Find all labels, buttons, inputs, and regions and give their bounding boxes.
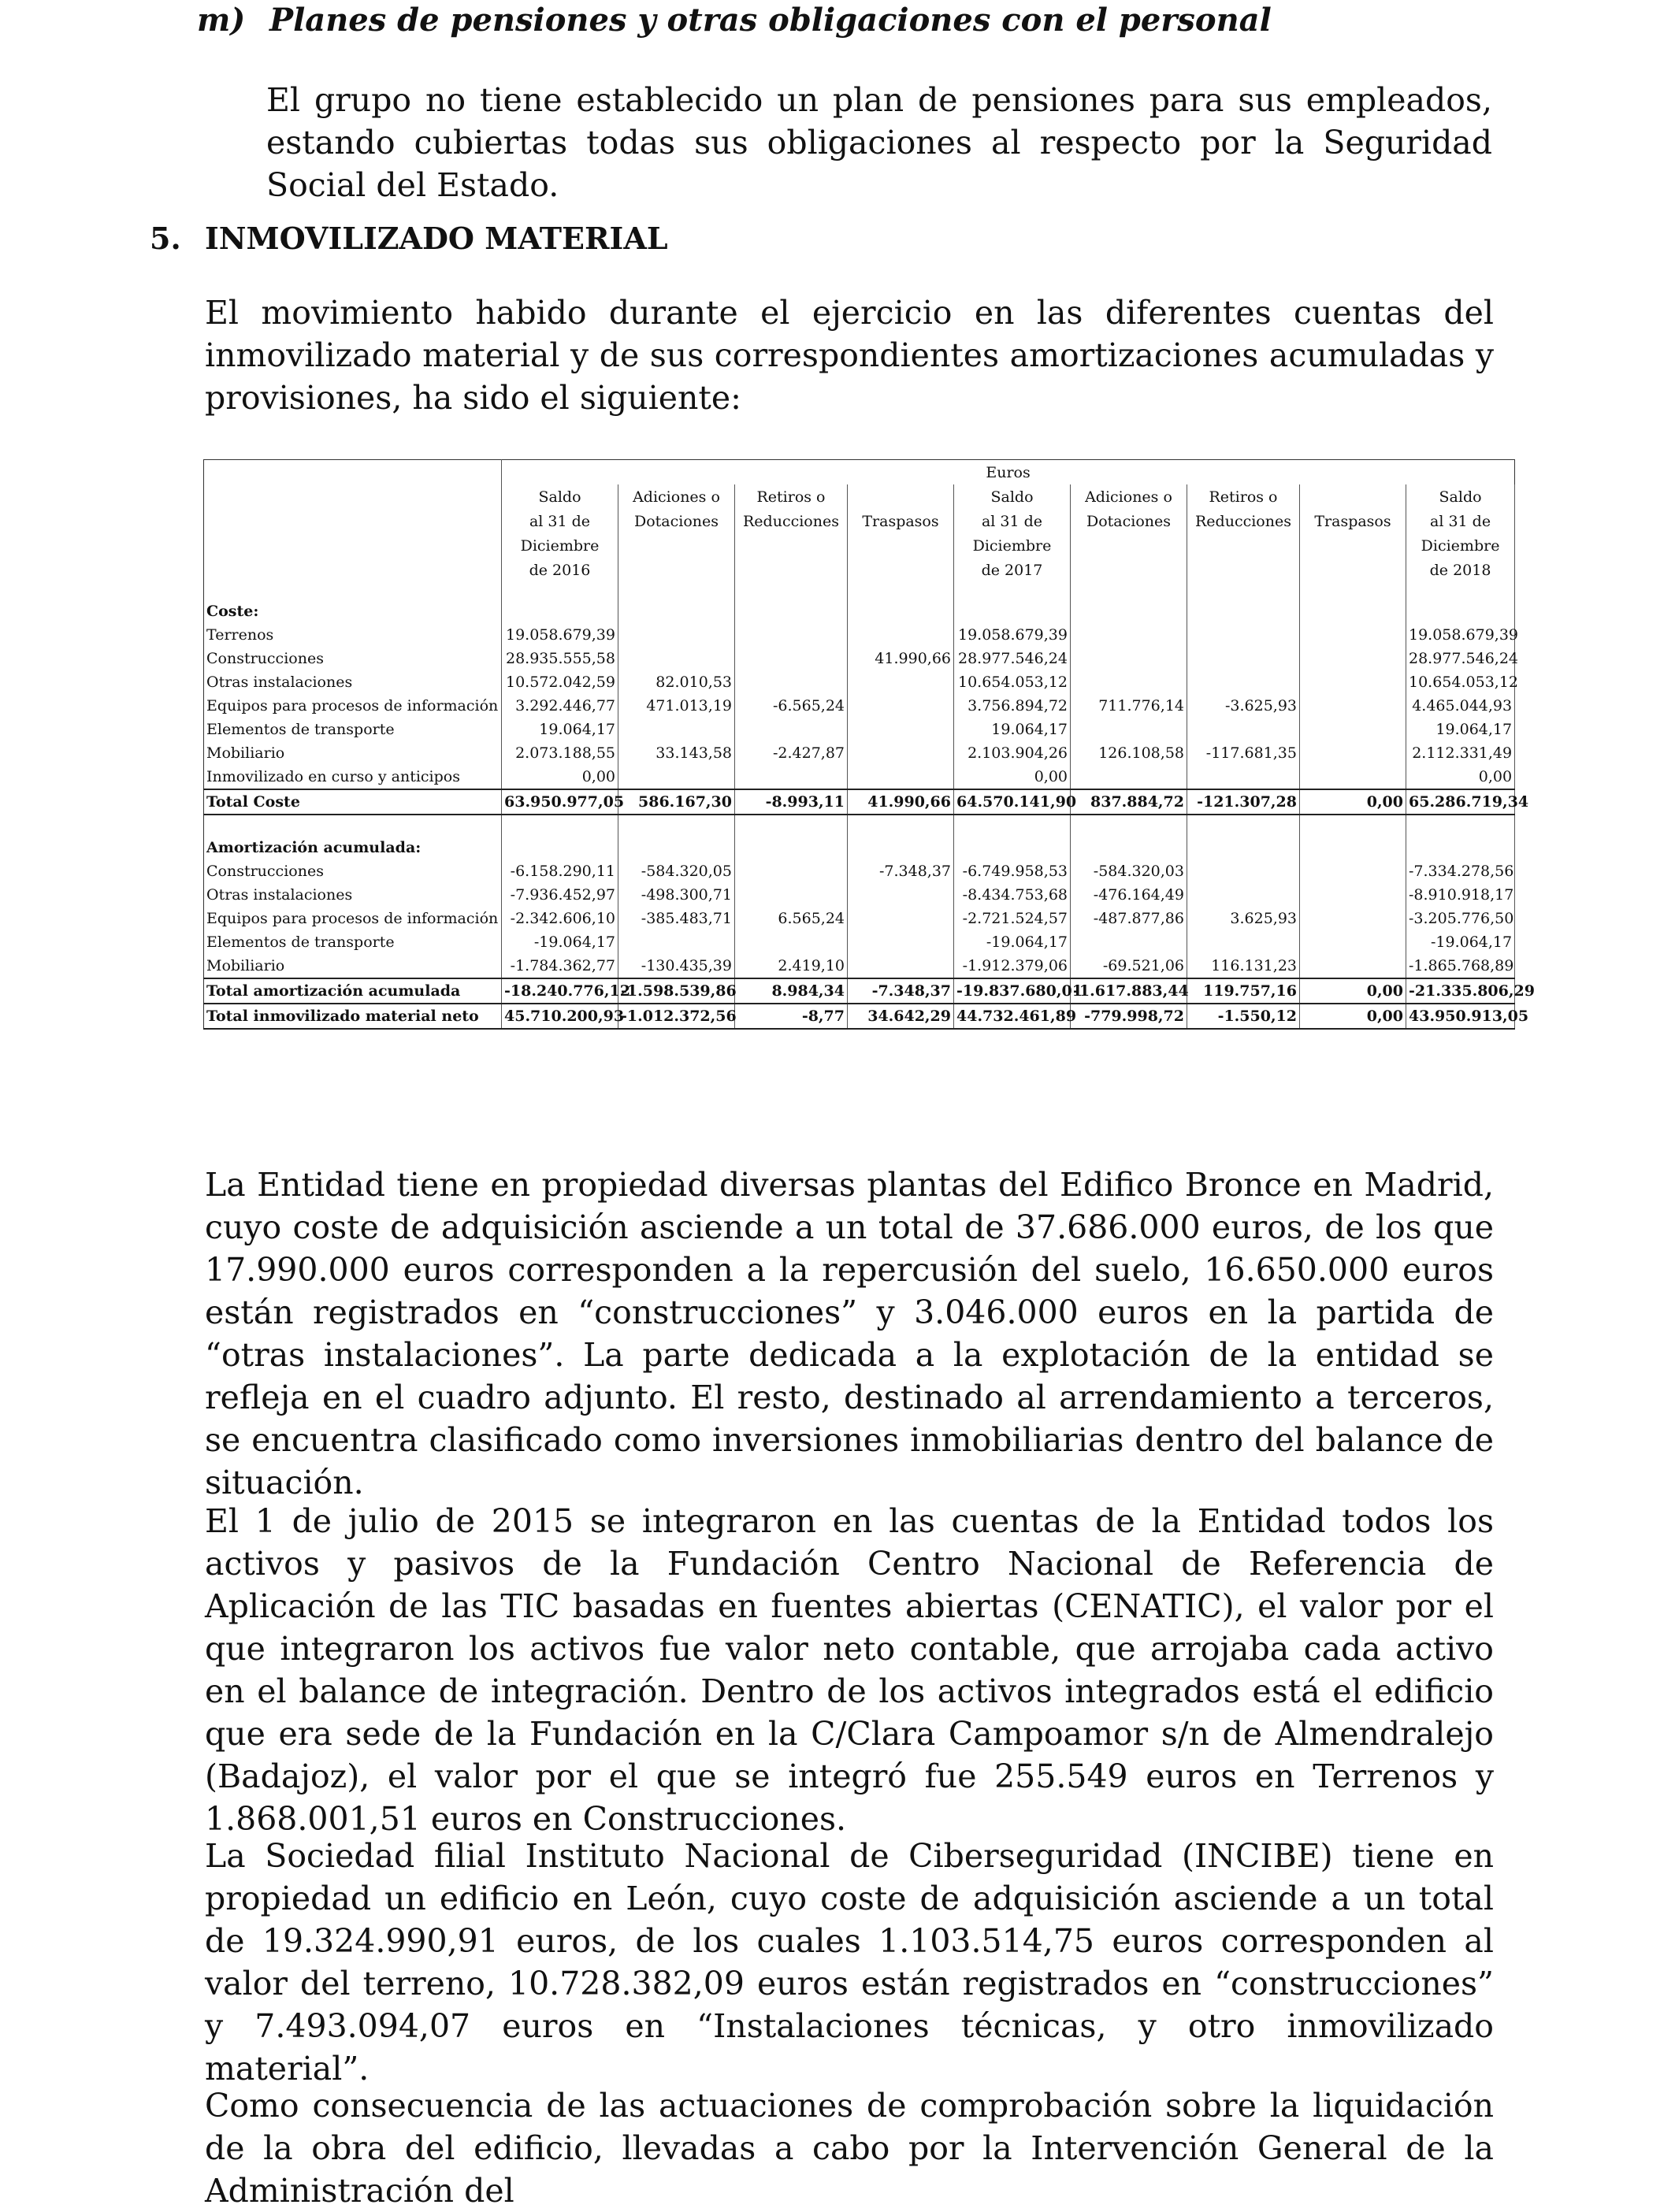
column-header: Retiros o [1187,484,1300,509]
column-header: Dotaciones [618,509,735,533]
header-blank [204,509,502,533]
value-cell: 2.073.188,55 [502,741,618,765]
value-cell [1071,765,1187,789]
value-cell [735,647,848,670]
section-5-heading [150,221,668,256]
column-header: Diciembre [1406,533,1515,558]
value-cell: -487.877,86 [1071,907,1187,930]
value-cell: 3.292.446,77 [502,694,618,718]
column-header [848,558,954,582]
total-value-cell: 45.710.200,93 [502,1004,618,1029]
value-cell: 126.108,58 [1071,741,1187,765]
total-value-cell: -7.348,37 [848,978,954,1004]
table-row [204,789,1515,815]
table-row [204,484,1515,509]
table-cell [618,599,735,623]
value-cell [735,883,848,907]
column-header [1071,533,1187,558]
table-row [204,599,1515,623]
value-cell: -19.064,17 [1406,930,1515,954]
column-header: al 31 de [502,509,618,533]
value-cell [735,859,848,883]
value-cell: 41.990,66 [848,647,954,670]
section-m-label: m) [197,2,246,39]
column-header: Traspasos [848,509,954,533]
table-cell [618,582,735,599]
column-header [1300,533,1406,558]
table-row [204,670,1515,694]
value-cell [618,647,735,670]
coste-row-label: Otras instalaciones [204,670,502,694]
intro-paragraph: El movimiento habido durante el ejercicio en las diferentes cuentas del inmovilizado material y de sus correspondientes amortizaciones acumuladas y provisiones, ha sido el siguiente: [205,294,1494,417]
table-row [204,647,1515,670]
column-header: Traspasos [1300,509,1406,533]
value-cell: 19.064,17 [502,718,618,741]
column-header [848,533,954,558]
column-header [1071,558,1187,582]
value-cell: -6.565,24 [735,694,848,718]
table-cell [735,836,848,859]
value-cell: -2.721.524,57 [954,907,1071,930]
total-value-cell: 586.167,30 [618,789,735,815]
value-cell: 116.131,23 [1187,954,1300,978]
table-cell [1406,815,1515,836]
column-header: Diciembre [954,533,1071,558]
table-row [204,694,1515,718]
value-cell: -130.435,39 [618,954,735,978]
total-value-cell: 65.286.719,34 [1406,789,1515,815]
value-cell: -498.300,71 [618,883,735,907]
value-cell: -3.625,93 [1187,694,1300,718]
section-5-title: INMOVILIZADO MATERIAL [205,221,668,256]
value-cell: -7.334.278,56 [1406,859,1515,883]
value-cell [1071,647,1187,670]
table-cell [848,599,954,623]
currency-header: Euros [986,463,1031,481]
value-cell [848,718,954,741]
value-cell [1300,883,1406,907]
value-cell [1187,930,1300,954]
table-row [204,718,1515,741]
table-cell [954,599,1071,623]
table-cell [848,582,954,599]
table-cell [954,815,1071,836]
value-cell [848,623,954,647]
column-header: de 2016 [502,558,618,582]
column-header: Reducciones [1187,509,1300,533]
value-cell: -7.936.452,97 [502,883,618,907]
value-cell: 33.143,58 [618,741,735,765]
column-header: al 31 de [954,509,1071,533]
table-cell [848,815,954,836]
value-cell [848,765,954,789]
header-blank [204,484,502,509]
value-cell: 471.013,19 [618,694,735,718]
section-m-heading [197,2,1272,39]
value-cell: 10.654.053,12 [1406,670,1515,694]
column-header: Retiros o [735,484,848,509]
coste-row-label: Construcciones [204,647,502,670]
value-cell: -19.064,17 [502,930,618,954]
column-header: de 2017 [954,558,1071,582]
column-header [1300,558,1406,582]
table-cell [502,836,618,859]
coste-row-label: Terrenos [204,623,502,647]
value-cell [1187,647,1300,670]
amortizacion-row-label: Mobiliario [204,954,502,978]
table-row [204,907,1515,930]
value-cell [618,623,735,647]
column-header [618,558,735,582]
amortizacion-row-label: Elementos de transporte [204,930,502,954]
table-row [204,836,1515,859]
value-cell: -69.521,06 [1071,954,1187,978]
table-row [204,623,1515,647]
value-cell: 4.465.044,93 [1406,694,1515,718]
table-cell [204,815,502,836]
column-header: Dotaciones [1071,509,1187,533]
value-cell: 2.112.331,49 [1406,741,1515,765]
value-cell: 3.625,93 [1187,907,1300,930]
total-coste-label: Total Coste [204,789,502,815]
column-header [735,533,848,558]
total-value-cell: 0,00 [1300,978,1406,1004]
amortizacion-row-label: Equipos para procesos de información [204,907,502,930]
table-cell [502,599,618,623]
table-cell [1071,599,1187,623]
coste-row-label: Inmovilizado en curso y anticipos [204,765,502,789]
value-cell: 28.977.546,24 [1406,647,1515,670]
total-value-cell: -1.598.539,86 [618,978,735,1004]
total-value-cell: 119.757,16 [1187,978,1300,1004]
coste-section-label: Coste: [204,599,502,623]
table-row [204,460,1515,485]
total-value-cell: 8.984,34 [735,978,848,1004]
table-cell [1071,815,1187,836]
table-cell [1406,836,1515,859]
table-row [204,558,1515,582]
table-cell [1406,599,1515,623]
table-cell [1071,836,1187,859]
total-value-cell: 34.642,29 [848,1004,954,1029]
value-cell: -1.865.768,89 [1406,954,1515,978]
table-cell [1187,836,1300,859]
value-cell [1071,670,1187,694]
table-cell [1300,599,1406,623]
value-cell: 0,00 [502,765,618,789]
total-value-cell: 43.950.913,05 [1406,1004,1515,1029]
column-header: Diciembre [502,533,618,558]
header-blank [204,558,502,582]
total-neto-label: Total inmovilizado material neto [204,1004,502,1029]
total-value-cell: -21.335.806,29 [1406,978,1515,1004]
total-value-cell: -1.617.883,44 [1071,978,1187,1004]
value-cell [1300,907,1406,930]
value-cell: 10.654.053,12 [954,670,1071,694]
pensiones-paragraph: El grupo no tiene establecido un plan de pensiones para sus empleados, estando cubiertas todas sus obligaciones al respecto por la Seguridad Social del Estado. [266,81,1492,204]
total-value-cell: -8.993,11 [735,789,848,815]
column-header: de 2018 [1406,558,1515,582]
table-row [204,859,1515,883]
value-cell: 19.064,17 [954,718,1071,741]
value-cell [1300,670,1406,694]
column-header [618,533,735,558]
column-header: Reducciones [735,509,848,533]
value-cell [848,741,954,765]
table-row [204,978,1515,1004]
table-cell [1300,582,1406,599]
total-value-cell: 64.570.141,90 [954,789,1071,815]
value-cell [735,765,848,789]
value-cell [1187,883,1300,907]
value-cell: 28.977.546,24 [954,647,1071,670]
value-cell [1187,718,1300,741]
value-cell [1187,859,1300,883]
value-cell: 19.058.679,39 [954,623,1071,647]
coste-row-label: Equipos para procesos de información [204,694,502,718]
table-cell [1300,815,1406,836]
value-cell: -2.342.606,10 [502,907,618,930]
table-row [204,954,1515,978]
value-cell: -117.681,35 [1187,741,1300,765]
cenatic-paragraph: El 1 de julio de 2015 se integraron en las cuentas de la Entidad todos los activos y pasivos de la Fundación Centro Nacional de Referencia de Aplicación de las TIC basadas en fuentes abiertas (CENATIC), el valor por el que integraron los activos fue valor neto contable, que arrojaba cada activo en el balance de integración. Dentro de los activos integrados está el edificio que era sede de la Fundación en la C/Clara Campoamor s/n de Almendralejo (Badajoz), el valor por el que se integró fue 255.549 euros en Terrenos y 1.868.001,51 euros en Construcciones. [205,1502,1494,1838]
value-cell: -1.912.379,06 [954,954,1071,978]
value-cell: 711.776,14 [1071,694,1187,718]
value-cell: 2.419,10 [735,954,848,978]
value-cell: -3.205.776,50 [1406,907,1515,930]
total-value-cell: 63.950.977,05 [502,789,618,815]
value-cell: -6.158.290,11 [502,859,618,883]
value-cell [1300,694,1406,718]
table-cell [1300,836,1406,859]
value-cell [1187,765,1300,789]
table-cell [1406,582,1515,599]
value-cell [848,907,954,930]
table-cell [618,836,735,859]
value-cell [1300,718,1406,741]
total-value-cell: -1.550,12 [1187,1004,1300,1029]
value-cell [1300,930,1406,954]
value-cell: 0,00 [1406,765,1515,789]
value-cell [1300,954,1406,978]
value-cell: 19.058.679,39 [502,623,618,647]
value-cell [1187,670,1300,694]
value-cell: -476.164,49 [1071,883,1187,907]
value-cell [1300,647,1406,670]
value-cell: -19.064,17 [954,930,1071,954]
value-cell [1300,765,1406,789]
amortizacion-row-label: Otras instalaciones [204,883,502,907]
value-cell [848,883,954,907]
total-amortizacion-label: Total amortización acumulada [204,978,502,1004]
table-cell [848,836,954,859]
value-cell [848,670,954,694]
value-cell [1071,930,1187,954]
value-cell: 6.565,24 [735,907,848,930]
table-row [204,883,1515,907]
bronce-paragraph: La Entidad tiene en propiedad diversas plantas del Edifico Bronce en Madrid, cuyo coste de adquisición asciende a un total de 37.686.000 euros, de los que 17.990.000 euros corresponden a la repercusión del suelo, 16.650.000 euros están registrados en “construcciones” y 3.046.000 euros en la partida de “otras instalaciones”. La parte dedicada a la explotación de la entidad se refleja en el cuadro adjunto. El resto, destinado al arrendamiento a terceros, se encuentra clasificado como inversiones inmobiliarias dentro del balance de situación. [205,1166,1494,1501]
table-cell [954,836,1071,859]
total-value-cell: -8,77 [735,1004,848,1029]
value-cell: 28.935.555,58 [502,647,618,670]
total-value-cell: -18.240.776,12 [502,978,618,1004]
table-row [204,582,1515,599]
column-header: al 31 de [1406,509,1515,533]
total-value-cell: 0,00 [1300,789,1406,815]
table-row [204,765,1515,789]
table-row [204,930,1515,954]
total-value-cell: 41.990,66 [848,789,954,815]
value-cell [1300,859,1406,883]
column-header: Saldo [502,484,618,509]
value-cell: 82.010,53 [618,670,735,694]
column-header [1300,484,1406,509]
table-cell [1187,599,1300,623]
value-cell: 19.058.679,39 [1406,623,1515,647]
value-cell: -584.320,03 [1071,859,1187,883]
section-5-number: 5. [150,221,181,256]
table-cell [735,599,848,623]
inmovilizado-table [203,459,1535,1030]
total-value-cell: -779.998,72 [1071,1004,1187,1029]
column-header [1187,558,1300,582]
coste-row-label: Mobiliario [204,741,502,765]
table-cell [204,582,502,599]
column-header: Adiciones o [618,484,735,509]
total-value-cell: 0,00 [1300,1004,1406,1029]
column-header [848,484,954,509]
table-cell [954,582,1071,599]
value-cell [618,718,735,741]
value-cell [1071,623,1187,647]
table-row [204,741,1515,765]
value-cell: 2.103.904,26 [954,741,1071,765]
amortizacion-row-label: Construcciones [204,859,502,883]
amortizacion-section-label: Amortización acumulada: [204,836,502,859]
column-header [735,558,848,582]
value-cell: -6.749.958,53 [954,859,1071,883]
table-cell [1187,815,1300,836]
value-cell [735,623,848,647]
total-value-cell: 44.732.461,89 [954,1004,1071,1029]
value-cell [618,930,735,954]
incibe-paragraph: La Sociedad filial Instituto Nacional de Ciberseguridad (INCIBE) tiene en propiedad un edificio en León, cuyo coste de adquisición asciende a un total de 19.324.990,91 euros, de los cuales 1.103.514,75 euros corresponden al valor del terreno, 10.728.382,09 euros están registrados en “construcciones” y 7.493.094,07 euros en “Instalaciones técnicas, y otro inmovilizado material”. [205,1837,1494,2088]
total-value-cell: 837.884,72 [1071,789,1187,815]
total-value-cell: -19.837.680,01 [954,978,1071,1004]
table-cell [618,815,735,836]
header-blank [204,533,502,558]
header-blank [204,460,502,485]
table-row [204,1004,1515,1029]
value-cell: 3.756.894,72 [954,694,1071,718]
table-cell [1071,582,1187,599]
column-header [1187,533,1300,558]
value-cell [735,930,848,954]
value-cell: -1.784.362,77 [502,954,618,978]
final-paragraph: Como consecuencia de las actuaciones de comprobación sobre la liquidación de la obra del edificio, llevadas a cabo por la Intervención General de la Administración del [205,2087,1494,2210]
coste-row-label: Elementos de transporte [204,718,502,741]
column-header: Adiciones o [1071,484,1187,509]
value-cell [1071,718,1187,741]
total-value-cell: -121.307,28 [1187,789,1300,815]
value-cell: 19.064,17 [1406,718,1515,741]
table-cell [1187,582,1300,599]
table-cell [735,815,848,836]
table-cell [502,582,618,599]
value-cell: 0,00 [954,765,1071,789]
value-cell [1300,623,1406,647]
value-cell [618,765,735,789]
value-cell: -8.434.753,68 [954,883,1071,907]
table-cell [502,815,618,836]
value-cell: 10.572.042,59 [502,670,618,694]
table-row [204,533,1515,558]
value-cell: -2.427,87 [735,741,848,765]
table-row [204,815,1515,836]
value-cell [735,670,848,694]
value-cell [848,930,954,954]
column-header: Saldo [954,484,1071,509]
value-cell [1300,741,1406,765]
value-cell: -385.483,71 [618,907,735,930]
value-cell: -584.320,05 [618,859,735,883]
value-cell: -8.910.918,17 [1406,883,1515,907]
total-value-cell: -1.012.372,56 [618,1004,735,1029]
section-m-title: Planes de pensiones y otras obligaciones con el personal [269,2,1272,39]
value-cell: -7.348,37 [848,859,954,883]
value-cell [1187,623,1300,647]
value-cell [848,954,954,978]
table-row [204,509,1515,533]
value-cell [848,694,954,718]
table-cell [735,582,848,599]
column-header: Saldo [1406,484,1515,509]
value-cell [735,718,848,741]
